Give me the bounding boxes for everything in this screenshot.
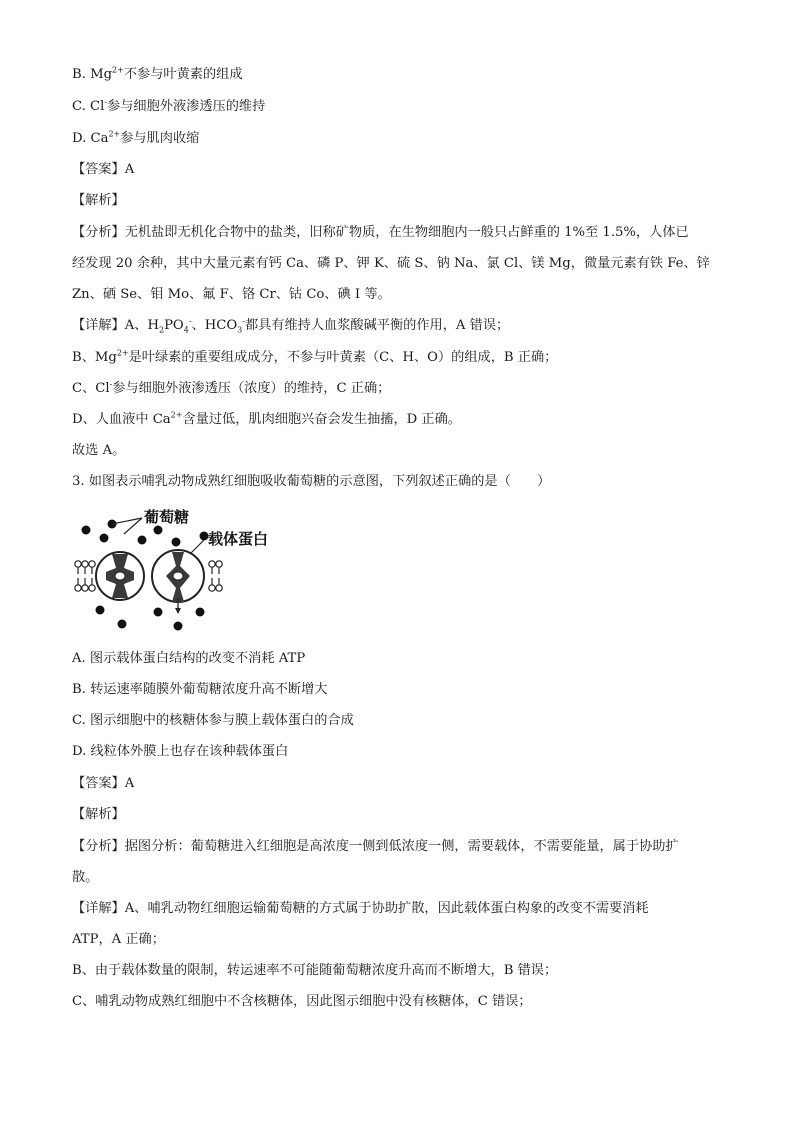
subscript: 3 [237,325,243,335]
ion-charge: 2+ [170,410,183,420]
detail-c [72,380,390,398]
analysis-text-2: 经发现 20 余种，其中大量元素有钙 Ca、磷 P、钾 K、硫 S、钠 Na、氯 Cl、镁 Mg，微量元素有铁 Fe、锌 [72,256,710,271]
detail-c-text: C、Cl [72,381,110,396]
detail-a-text: 【详解】A、H [72,318,159,333]
question-3-stem: 3. 如图表示哺乳动物成熟红细胞吸收葡萄糖的示意图，下列叙述正确的是（ ） [72,474,551,489]
carrier-protein-1 [96,552,144,600]
ion-charge: 2+ [108,129,121,139]
detail-b [72,349,557,367]
question-3-answer: 【答案】A [72,776,135,791]
subscript: 4 [183,325,189,335]
question-3-detail-c: C、哺乳动物成熟红细胞中不含核糖体，因此图示细胞中没有核糖体，C 错误； [72,994,532,1009]
detail-a-text-3: 、HCO [191,318,238,333]
option-b [72,66,243,84]
analysis-text-3: Zn、硒 Se、钼 Mo、氟 F、铬 Cr、钴 Co、碘 I 等。 [72,287,391,302]
option-b-text: B. Mg [72,67,113,82]
carrier-protein-label: 载体蛋白 [208,532,269,548]
question-3-detail-a-1: 【详解】A、哺乳动物红细胞运输葡萄糖的方式属于协助扩散，因此载体蛋白构象的改变不需要消耗 [72,901,649,916]
question-3-analysis-heading: 【解析】 [72,807,125,822]
question-3-detail-b: B、由于载体数量的限制，转运速率不可能随葡萄糖浓度升高而不断增大，B 错误； [72,963,558,978]
question-3-option-b: B. 转运速率随膜外葡萄糖浓度升高不断增大 [72,682,328,697]
ion-charge: - [104,97,108,107]
option-d-text: D. Ca [72,131,109,146]
option-c-text-2: 参与细胞外液渗透压的维持 [107,99,266,114]
ion-charge: - [242,316,245,326]
option-d [72,130,199,148]
detail-b-text: B、Mg [72,350,117,365]
ion-charge: 2+ [112,65,124,75]
analysis-text-1: 【分析】无机盐即无机化合物中的盐类，旧称矿物质，在生物细胞内一般只占鲜重的 1%至 1.5%，人体已 [72,225,689,240]
glucose-label: 葡萄糖 [144,510,190,526]
option-c [72,98,265,116]
question-3-option-a: A. 图示载体蛋白结构的改变不消耗 ATP [72,651,306,666]
detail-b-text-2: 是叶绿素的重要组成成分，不参与叶黄素（C、H、O）的组成，B 正确； [128,350,558,365]
subscript: 2 [158,325,165,335]
question-3-analysis-2: 散。 [72,870,99,885]
question-3-analysis-1: 【分析】据图分析：葡萄糖进入红细胞是高浓度一侧到低浓度一侧，需要载体，不需要能量，属于协助扩 [72,839,679,854]
answer: 【答案】A [72,162,135,177]
detail-d-text-2: 含量过低，肌肉细胞兴奋会发生抽搐，D 正确。 [182,412,461,427]
detail-a [72,317,509,335]
detail-c-text-2: 参与细胞外液渗透压（浓度）的维持，C 正确； [112,381,391,396]
option-b-text-2: 不参与叶黄素的组成 [123,67,243,82]
detail-a-text-4: 都具有维持人血浆酸碱平衡的作用，A 错误； [244,318,510,333]
option-c-text: C. Cl [72,99,105,114]
ion-charge: 2+ [116,348,129,358]
question-3-option-c: C. 图示细胞中的核糖体参与膜上载体蛋白的合成 [72,713,354,728]
detail-a-text-2: PO [164,318,184,333]
detail-d-text: D、人血液中 Ca [72,412,171,427]
conclusion: 故选 A。 [72,443,126,458]
detail-d [72,411,461,429]
ion-charge: - [109,379,113,389]
carrier-protein-2 [152,550,204,614]
ion-charge: - [188,316,192,326]
analysis-heading: 【解析】 [72,193,125,208]
question-3-detail-a-2: ATP，A 正确； [72,932,165,947]
option-d-text-2: 参与肌肉收缩 [120,131,200,146]
question-3-option-d: D. 线粒体外膜上也存在该种载体蛋白 [72,744,289,759]
glucose-transport-diagram [72,506,292,634]
